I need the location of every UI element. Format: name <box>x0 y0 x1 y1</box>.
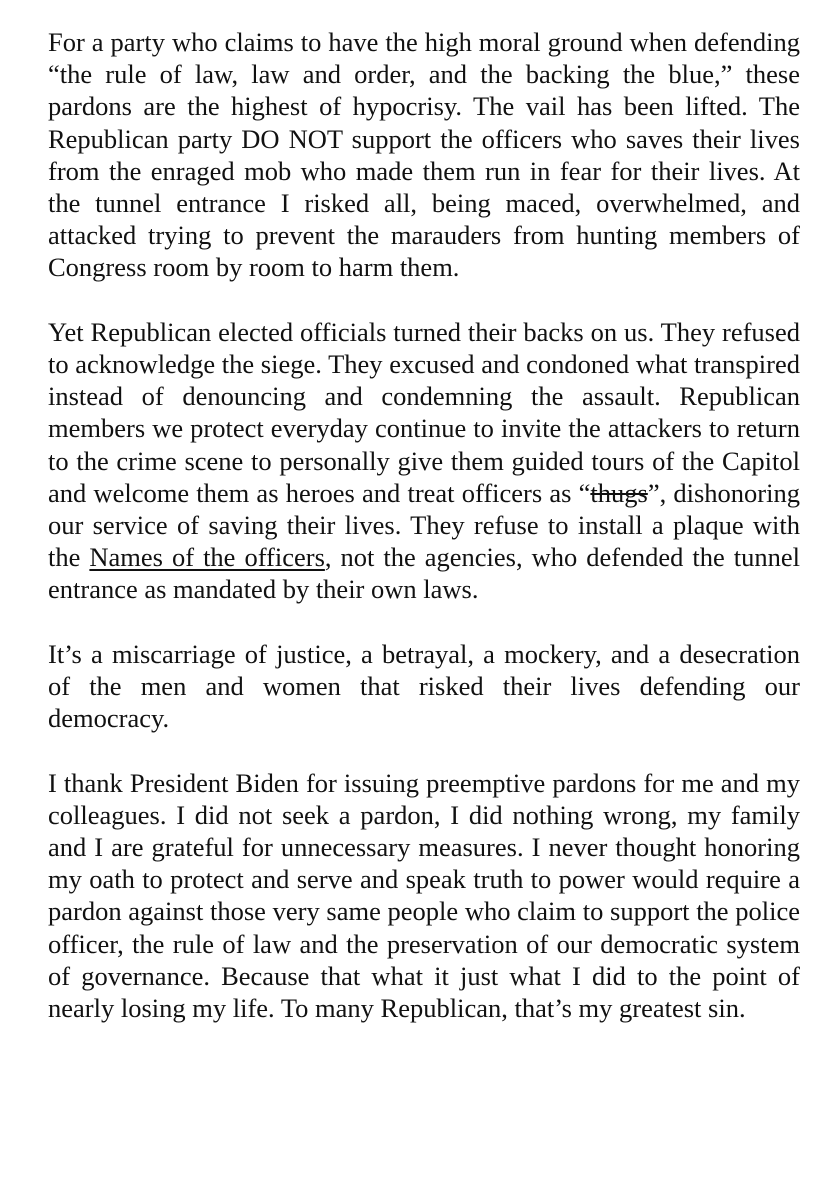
paragraph-text: ”, dishonoring our service of saving their lives. They refuse to install a plaque with the <box>48 477 800 573</box>
paragraph-republican-officials <box>48 316 800 606</box>
struck-word: thugs <box>590 477 648 508</box>
underlined-phrase: Names of the officers <box>89 542 325 573</box>
paragraph-text: Yet Republican elected officials turned their backs on us. They refused to acknowledge the siege. They excused and condoned what transpired instead of denouncing and condemning the assault. Republican members we protect everyday continue to invite the attackers to return to the crime scene to personally give them guided tours of the Capitol and welcome them as heroes and treat officers as “ <box>48 316 800 508</box>
paragraph-text: , not the agencies, who defended the tunnel entrance as mandated by their own laws. <box>48 542 801 605</box>
paragraph-miscarriage: It’s a miscarriage of justice, a betrayal, a mockery, and a desecration of the men and women that risked their lives defending our democracy. <box>48 638 800 734</box>
letter-body <box>48 26 800 1024</box>
paragraph-hypocrisy: For a party who claims to have the high moral ground when defending “the rule of law, law and order, and the backing the blue,” these pardons are the highest of hypocrisy. The vail has been lifted. The Republican party DO NOT support the officers who saves their lives from the enraged mob who made them run in fear for their lives. At the tunnel entrance I risked all, being maced, overwhelmed, and attacked trying to prevent the marauders from hunting members of Congress room by room to harm them. <box>48 27 800 283</box>
paragraph-thanks: I thank President Biden for issuing preemptive pardons for me and my colleagues. I did not seek a pardon, I did nothing wrong, my family and I are grateful for unnecessary measures. I never thought honoring my oath to protect and serve and speak truth to power would require a pardon against those very same people who claim to support the police officer, the rule of law and the preservation of our democratic system of governance. Because that what it just what I did to the point of nearly losing my life. To many Republican, that’s my greatest sin. <box>48 767 800 1024</box>
